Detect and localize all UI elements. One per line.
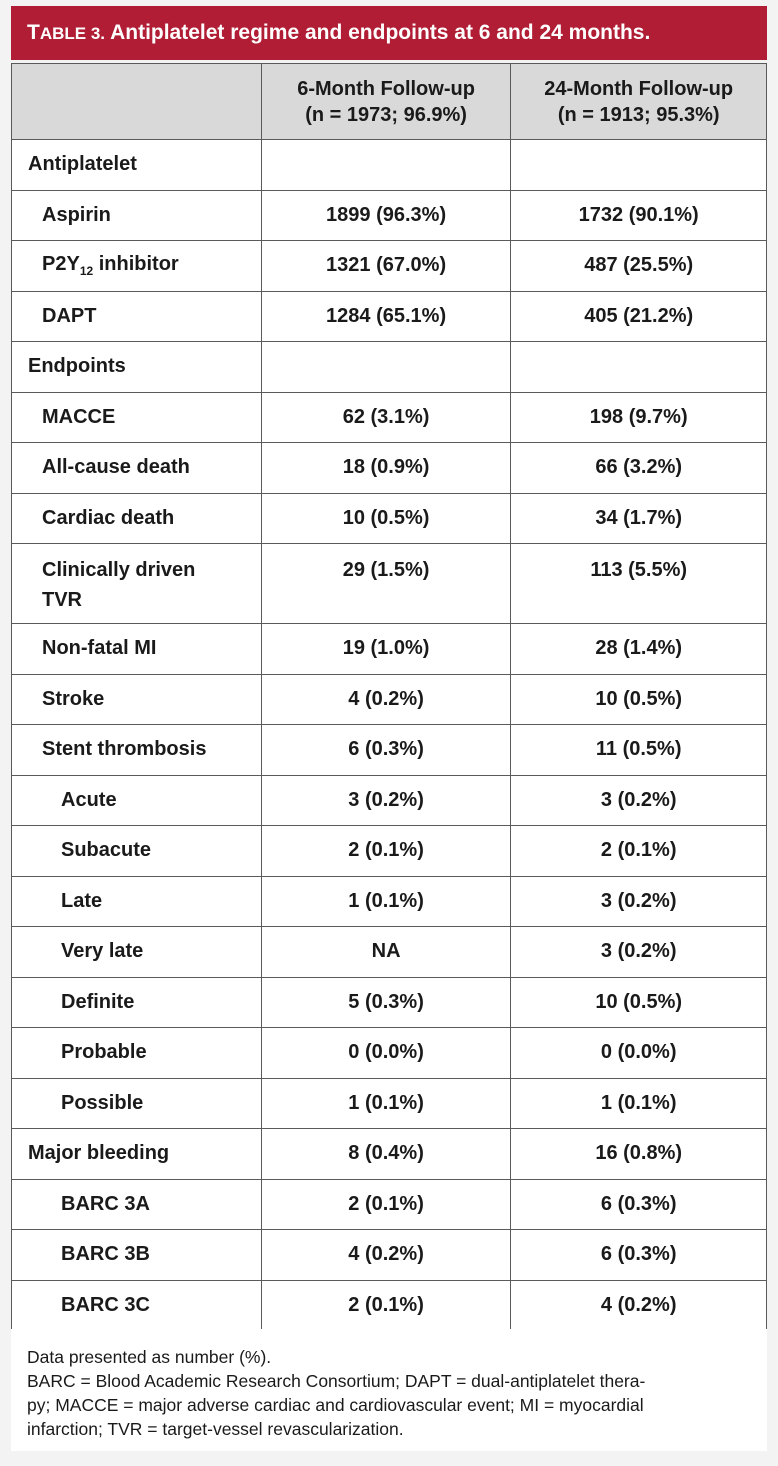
- cell-24-month: 3 (0.2%): [511, 775, 767, 826]
- p2y-label-sub: 12: [79, 264, 94, 279]
- table-row: [12, 624, 767, 675]
- table-row: [12, 1230, 767, 1281]
- table-row: [12, 443, 767, 494]
- cell-24-month: 1 (0.1%): [511, 1078, 767, 1129]
- header-6-month-line2: (n = 1973; 96.9%): [305, 103, 467, 126]
- row-label: Non-fatal MI: [12, 624, 262, 675]
- cell-6-month: 29 (1.5%): [261, 544, 511, 624]
- cell-6-month: 62 (3.1%): [261, 392, 511, 443]
- row-label: BARC 3B: [12, 1230, 262, 1281]
- row-label: Possible: [12, 1078, 262, 1129]
- cell-24-month: 3 (0.2%): [511, 927, 767, 978]
- row-label: Cardiac death: [12, 493, 262, 544]
- row-label: Aspirin: [12, 190, 262, 241]
- cell-6-month: 1 (0.1%): [261, 1078, 511, 1129]
- results-table: [11, 63, 767, 1331]
- table-row: [12, 977, 767, 1028]
- cell-6-month: 2 (0.1%): [261, 1179, 511, 1230]
- cell-24-month: [511, 342, 767, 393]
- row-label: Definite: [12, 977, 262, 1028]
- cell-24-month: 6 (0.3%): [511, 1230, 767, 1281]
- row-label: Probable: [12, 1028, 262, 1079]
- table-footnote: [11, 1329, 767, 1451]
- section-major-bleeding: Major bleeding: [12, 1129, 262, 1180]
- header-row: [12, 64, 767, 140]
- title-prefix-cap: T: [27, 21, 40, 44]
- row-label: Late: [12, 876, 262, 927]
- cell-24-month: [511, 140, 767, 191]
- cell-6-month: [261, 140, 511, 191]
- table-row: [12, 1280, 767, 1331]
- row-label: Very late: [12, 927, 262, 978]
- cell-24-month: 11 (0.5%): [511, 725, 767, 776]
- cell-6-month: 5 (0.3%): [261, 977, 511, 1028]
- p2y-label-pre: P2Y: [42, 253, 80, 276]
- section-endpoints: Endpoints: [12, 342, 262, 393]
- row-label: MACCE: [12, 392, 262, 443]
- header-24-month-line1: 24-Month Follow-up: [544, 77, 734, 100]
- table-row: [12, 342, 767, 393]
- table-row: [12, 927, 767, 978]
- cell-6-month: 18 (0.9%): [261, 443, 511, 494]
- row-label: BARC 3C: [12, 1280, 262, 1331]
- table-row: [12, 392, 767, 443]
- table-row: [12, 826, 767, 877]
- row-label: [12, 241, 262, 292]
- footnote-line: BARC = Blood Academic Research Consortium; DAPT = dual-antiplatelet thera-: [27, 1371, 646, 1391]
- cell-6-month: [261, 342, 511, 393]
- cell-6-month: 2 (0.1%): [261, 826, 511, 877]
- cell-24-month: 1732 (90.1%): [511, 190, 767, 241]
- table-row: [12, 876, 767, 927]
- table-row: [12, 291, 767, 342]
- cell-24-month: 10 (0.5%): [511, 674, 767, 725]
- cell-6-month: 10 (0.5%): [261, 493, 511, 544]
- cell-6-month: 0 (0.0%): [261, 1028, 511, 1079]
- cell-6-month: 1 (0.1%): [261, 876, 511, 927]
- title-prefix-rest: ABLE 3.: [39, 24, 106, 43]
- cell-6-month: 1284 (65.1%): [261, 291, 511, 342]
- row-label: All-cause death: [12, 443, 262, 494]
- tvr-label-line1: Clinically driven: [42, 559, 196, 581]
- table-title: [11, 6, 767, 60]
- header-blank-cell: [12, 64, 262, 140]
- header-6-month: [261, 64, 511, 140]
- title-text: Antiplatelet regime and endpoints at 6 and 24 months.: [110, 21, 651, 44]
- cell-6-month: 1899 (96.3%): [261, 190, 511, 241]
- cell-6-month: 6 (0.3%): [261, 725, 511, 776]
- cell-6-month: 19 (1.0%): [261, 624, 511, 675]
- section-antiplatelet: Antiplatelet: [12, 140, 262, 191]
- cell-24-month: 487 (25.5%): [511, 241, 767, 292]
- cell-6-month: 4 (0.2%): [261, 674, 511, 725]
- footnote-line: py; MACCE = major adverse cardiac and cardiovascular event; MI = myocardial: [27, 1395, 644, 1415]
- cell-24-month: 2 (0.1%): [511, 826, 767, 877]
- tvr-label-line2: TVR: [42, 589, 82, 611]
- table-row: [12, 140, 767, 191]
- cell-24-month: 0 (0.0%): [511, 1028, 767, 1079]
- cell-6-month: 2 (0.1%): [261, 1280, 511, 1331]
- footnote-line: infarction; TVR = target-vessel revascularization.: [27, 1419, 404, 1439]
- cell-24-month: 405 (21.2%): [511, 291, 767, 342]
- footnote-line: Data presented as number (%).: [27, 1347, 272, 1367]
- table-row: [12, 1129, 767, 1180]
- table-row: [12, 674, 767, 725]
- cell-6-month: 4 (0.2%): [261, 1230, 511, 1281]
- cell-6-month: 1321 (67.0%): [261, 241, 511, 292]
- table-row: [12, 241, 767, 292]
- cell-24-month: 198 (9.7%): [511, 392, 767, 443]
- cell-6-month: NA: [261, 927, 511, 978]
- table-row: [12, 1179, 767, 1230]
- table-row: [12, 1078, 767, 1129]
- cell-6-month: 3 (0.2%): [261, 775, 511, 826]
- cell-24-month: 113 (5.5%): [511, 544, 767, 624]
- row-label: DAPT: [12, 291, 262, 342]
- cell-24-month: 66 (3.2%): [511, 443, 767, 494]
- header-6-month-line1: 6-Month Follow-up: [297, 77, 475, 100]
- cell-24-month: 6 (0.3%): [511, 1179, 767, 1230]
- p2y-label-post: inhibitor: [93, 253, 179, 276]
- table-row: [12, 544, 767, 624]
- row-label: BARC 3A: [12, 1179, 262, 1230]
- cell-24-month: 28 (1.4%): [511, 624, 767, 675]
- row-label: [12, 544, 262, 624]
- row-label: Stroke: [12, 674, 262, 725]
- table-row: [12, 775, 767, 826]
- cell-24-month: 3 (0.2%): [511, 876, 767, 927]
- table-row: [12, 493, 767, 544]
- row-label: Stent thrombosis: [12, 725, 262, 776]
- table-row: [12, 1028, 767, 1079]
- cell-24-month: 4 (0.2%): [511, 1280, 767, 1331]
- header-24-month: [511, 64, 767, 140]
- header-24-month-line2: (n = 1913; 95.3%): [557, 103, 720, 126]
- row-label: Subacute: [12, 826, 262, 877]
- cell-24-month: 10 (0.5%): [511, 977, 767, 1028]
- cell-6-month: 8 (0.4%): [261, 1129, 511, 1180]
- table-row: [12, 190, 767, 241]
- row-label: Acute: [12, 775, 262, 826]
- cell-24-month: 34 (1.7%): [511, 493, 767, 544]
- table-row: [12, 725, 767, 776]
- cell-24-month: 16 (0.8%): [511, 1129, 767, 1180]
